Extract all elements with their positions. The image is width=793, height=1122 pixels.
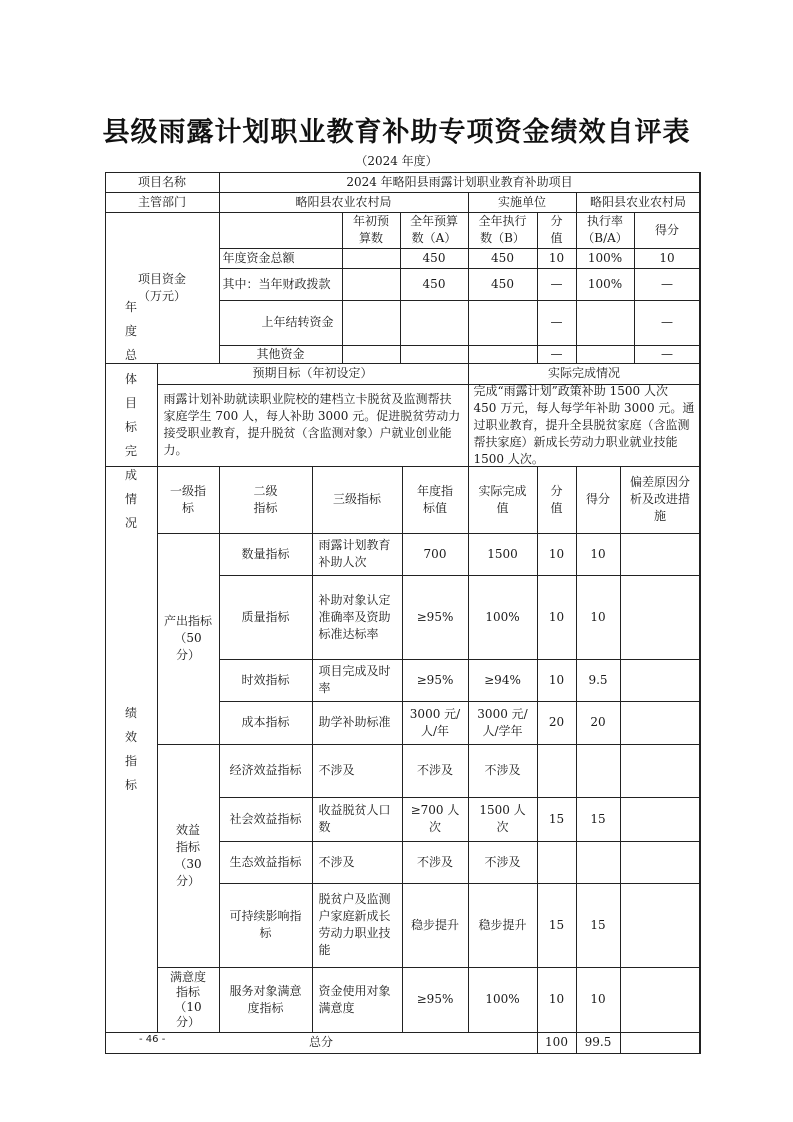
document-year: （2024 年度） [355, 154, 438, 168]
perf-level3: 收益脱贫人口数 [312, 797, 403, 842]
perf-level2: 成本指标 [219, 701, 313, 745]
group-text: （30 [174, 856, 202, 871]
perf-header-level2: 二级指标 [219, 466, 313, 534]
perf-group-output [157, 533, 220, 745]
group-text: （10 [174, 999, 202, 1014]
impl-unit-value: 略阳县农业农村局 [576, 192, 701, 213]
perf-score: 10 [576, 575, 621, 660]
perf-level3: 资金使用对象满意度 [312, 967, 403, 1033]
perf-level3: 项目完成及时率 [312, 659, 403, 702]
group-text: 产出指标 [163, 614, 212, 628]
performance-label [105, 466, 158, 1033]
perf-level2: 服务对象满意度指标 [219, 967, 313, 1033]
group-text: （50 [174, 631, 202, 645]
perf-deviation [620, 744, 701, 798]
perf-header-level3: 三级指标 [312, 466, 403, 534]
perf-target: ≥95% [402, 575, 469, 660]
funds-row-score-value: — [537, 345, 577, 364]
perf-header-score: 得分 [576, 466, 621, 534]
dept-value: 略阳县农业农村局 [219, 192, 469, 213]
funds-row-rate: 100% [576, 248, 635, 269]
funds-header-annual: 全年预算数（A） [400, 212, 469, 249]
funds-row-initial [342, 300, 401, 346]
perf-target: ≥95% [402, 967, 469, 1033]
project-name-label: 项目名称 [105, 172, 220, 193]
perf-score: 10 [576, 533, 621, 576]
funds-row-rate: 100% [576, 268, 635, 301]
goals-expected-text: 雨露计划补助就读职业院校的建档立卡脱贫及监测帮扶家庭学生 700 人，每人补助 3000 元。促进脱贫劳动力接受职业教育，提升脱贫（含监测对象）户就业创业能力。 [157, 384, 469, 467]
perf-deviation [620, 533, 701, 576]
funds-row-rate [576, 300, 635, 346]
perf-score-value: 15 [537, 797, 577, 842]
perf-score [576, 744, 621, 798]
perf-header-deviation: 偏差原因分析及改进措施 [620, 466, 701, 534]
funds-row-executed: 450 [468, 268, 538, 301]
group-text: 效益 [175, 822, 200, 837]
funds-row-executed [468, 345, 538, 364]
funds-label-line1: 项目资金 [137, 271, 186, 286]
perf-score: 15 [576, 883, 621, 968]
perf-actual: 1500 人次 [468, 797, 538, 842]
perf-actual: 3000 元/人/学年 [468, 701, 538, 745]
perf-score-value [537, 841, 577, 884]
total-score-value: 100 [537, 1032, 577, 1054]
perf-level3: 不涉及 [312, 744, 403, 798]
perf-score: 9.5 [576, 659, 621, 702]
perf-actual: 不涉及 [468, 841, 538, 884]
perf-group-satisfaction [157, 967, 220, 1033]
perf-actual: 100% [468, 967, 538, 1033]
perf-score-value: 10 [537, 967, 577, 1033]
perf-target: ≥95% [402, 659, 469, 702]
perf-target: ≥700 人次 [402, 797, 469, 842]
perf-deviation [620, 659, 701, 702]
funds-row-executed [468, 300, 538, 346]
perf-deviation [620, 967, 701, 1033]
group-text: 分） [175, 873, 200, 888]
funds-row-name: 其中：当年财政拨款 [219, 268, 343, 301]
funds-row-score-value: — [537, 300, 577, 346]
perf-target: 700 [402, 533, 469, 576]
perf-score [576, 841, 621, 884]
funds-row-initial [342, 248, 401, 269]
funds-row-rate [576, 345, 635, 364]
funds-label [105, 212, 220, 364]
perf-score-value: 10 [537, 533, 577, 576]
funds-row-score: — [634, 300, 701, 346]
group-text: 满意度 [169, 969, 206, 984]
perf-target: 稳步提升 [402, 883, 469, 968]
perf-score: 10 [576, 967, 621, 1033]
perf-level3: 雨露计划教育补助人次 [312, 533, 403, 576]
perf-target: 3000 元/人/年 [402, 701, 469, 745]
perf-deviation [620, 797, 701, 842]
perf-target: 不涉及 [402, 744, 469, 798]
funds-header-rate: 执行率（B/A） [576, 212, 635, 249]
total-label: 总分 [105, 1032, 538, 1054]
funds-label-line2: （万元） [137, 288, 186, 303]
funds-row-annual: 450 [400, 248, 469, 269]
perf-deviation [620, 575, 701, 660]
project-name-value: 2024 年略阳县雨露计划职业教育补助项目 [219, 172, 701, 193]
funds-header-initial: 年初预算数 [342, 212, 401, 249]
perf-level2: 质量指标 [219, 575, 313, 660]
total-deviation [620, 1032, 701, 1054]
funds-row-executed: 450 [468, 248, 538, 269]
perf-header-level1: 一级指标 [157, 466, 220, 534]
perf-actual: 不涉及 [468, 744, 538, 798]
funds-row-annual [400, 300, 469, 346]
perf-actual: 100% [468, 575, 538, 660]
funds-header-executed: 全年执行数（B） [468, 212, 538, 249]
group-text: 指标 [175, 984, 200, 999]
perf-deviation [620, 841, 701, 884]
perf-score: 15 [576, 797, 621, 842]
funds-row-name: 年度资金总额 [219, 248, 343, 269]
funds-header-blank [219, 212, 343, 249]
funds-row-score-value: — [537, 268, 577, 301]
perf-level2: 数量指标 [219, 533, 313, 576]
perf-header-actual: 实际完成值 [468, 466, 538, 534]
total-score: 99.5 [576, 1032, 621, 1054]
funds-header-score: 得分 [634, 212, 701, 249]
funds-row-score: — [634, 345, 701, 364]
funds-row-score: — [634, 268, 701, 301]
funds-row-score-value: 10 [537, 248, 577, 269]
funds-row-initial [342, 345, 401, 364]
funds-row-initial [342, 268, 401, 301]
page-number: - 46 - [139, 1034, 166, 1045]
perf-level3: 补助对象认定准确率及资助标准达标率 [312, 575, 403, 660]
perf-level2: 社会效益指标 [219, 797, 313, 842]
perf-level2: 生态效益指标 [219, 841, 313, 884]
funds-row-name: 其他资金 [219, 345, 343, 364]
perf-level2: 经济效益指标 [219, 744, 313, 798]
perf-actual: 1500 [468, 533, 538, 576]
perf-score-value [537, 744, 577, 798]
funds-row-annual: 450 [400, 268, 469, 301]
perf-target: 不涉及 [402, 841, 469, 884]
perf-score: 20 [576, 701, 621, 745]
perf-level3: 助学补助标准 [312, 701, 403, 745]
document-title: 县级雨露计划职业教育补助专项资金绩效自评表 [102, 117, 691, 148]
goals-actual-header: 实际完成情况 [468, 363, 701, 385]
goals-label-text: 年度总体目标完成情况 [124, 299, 137, 530]
goals-actual-text: 完成“雨露计划”政策补助 1500 人次 450 万元，每人每学年补助 3000 元。通过职业教育，提升全县脱贫家庭（含监测帮扶家庭）新成长劳动力职业就业技能 1500 人次。 [468, 384, 701, 467]
goals-label [105, 299, 158, 530]
funds-header-score-value: 分值 [537, 212, 577, 249]
group-text: 指标 [175, 839, 200, 854]
perf-deviation [620, 701, 701, 745]
perf-score-value: 20 [537, 701, 577, 745]
dept-label: 主管部门 [105, 192, 220, 213]
funds-row-annual [400, 345, 469, 364]
group-text: 分） [175, 1014, 200, 1029]
perf-level3: 不涉及 [312, 841, 403, 884]
perf-actual: ≥94% [468, 659, 538, 702]
perf-score-value: 10 [537, 575, 577, 660]
impl-unit-label: 实施单位 [468, 192, 577, 213]
perf-score-value: 15 [537, 883, 577, 968]
perf-header-score-value: 分值 [537, 466, 577, 534]
perf-deviation [620, 883, 701, 968]
perf-level2: 时效指标 [219, 659, 313, 702]
perf-actual: 稳步提升 [468, 883, 538, 968]
group-text: 分） [175, 648, 200, 662]
performance-label-text: 绩效指标 [124, 706, 137, 792]
funds-row-score: 10 [634, 248, 701, 269]
perf-score-value: 10 [537, 659, 577, 702]
perf-level3: 脱贫户及监测户家庭新成长劳动力职业技能 [312, 883, 403, 968]
funds-row-name: 上年结转资金 [219, 300, 343, 346]
perf-level2: 可持续影响指标 [219, 883, 313, 968]
perf-group-benefit [157, 744, 220, 968]
perf-header-target: 年度指标值 [402, 466, 469, 534]
goals-expected-header: 预期目标（年初设定） [157, 363, 469, 385]
